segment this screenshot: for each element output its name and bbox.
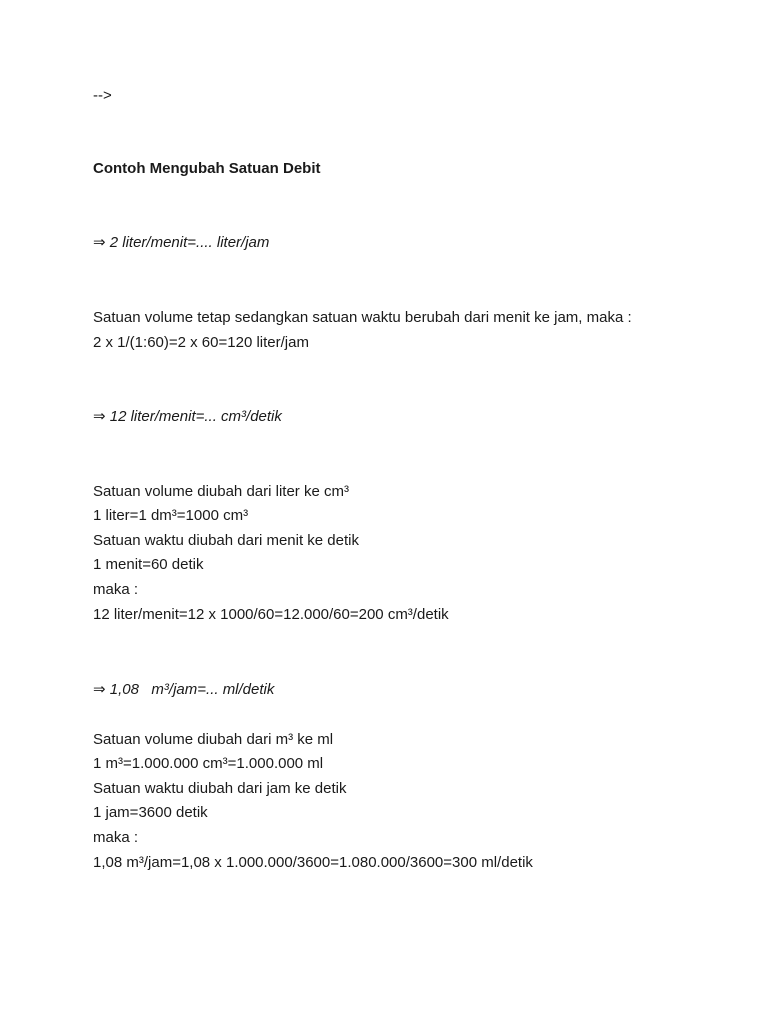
example-2-line: maka : [93,581,139,598]
example-2-question: ⇒ 12 liter/menit=... cm³/detik [93,408,282,425]
example-3-line: Satuan volume diubah dari m³ ke ml [93,731,334,748]
example-3-question: ⇒ 1,08 m³/jam=... ml/detik [93,681,275,698]
example-3-line: Satuan waktu diubah dari jam ke detik [93,780,347,797]
example-3-line: 1 m³=1.000.000 cm³=1.000.000 ml [93,755,324,772]
example-2-line: 1 liter=1 dm³=1000 cm³ [93,507,249,524]
example-3-line: 1,08 m³/jam=1,08 x 1.000.000/3600=1.080.000/3600=300 ml/detik [93,854,533,871]
example-2-line: Satuan waktu diubah dari menit ke detik [93,532,359,549]
example-2-line: Satuan volume diubah dari liter ke cm³ [93,483,349,500]
example-1-line: 2 x 1/(1:60)=2 x 60=120 liter/jam [93,334,309,351]
example-3-line: maka : [93,829,139,846]
example-1-question: ⇒ 2 liter/menit=.... liter/jam [93,234,270,251]
example-1-line: Satuan volume tetap sedangkan satuan waktu berubah dari menit ke jam, maka : [93,309,632,326]
example-2-line: 12 liter/menit=12 x 1000/60=12.000/60=200 cm³/detik [93,606,449,623]
comment-marker: --> [93,87,112,104]
example-2-line: 1 menit=60 detik [93,556,204,573]
page-title: Contoh Mengubah Satuan Debit [93,160,321,177]
example-3-line: 1 jam=3600 detik [93,804,208,821]
